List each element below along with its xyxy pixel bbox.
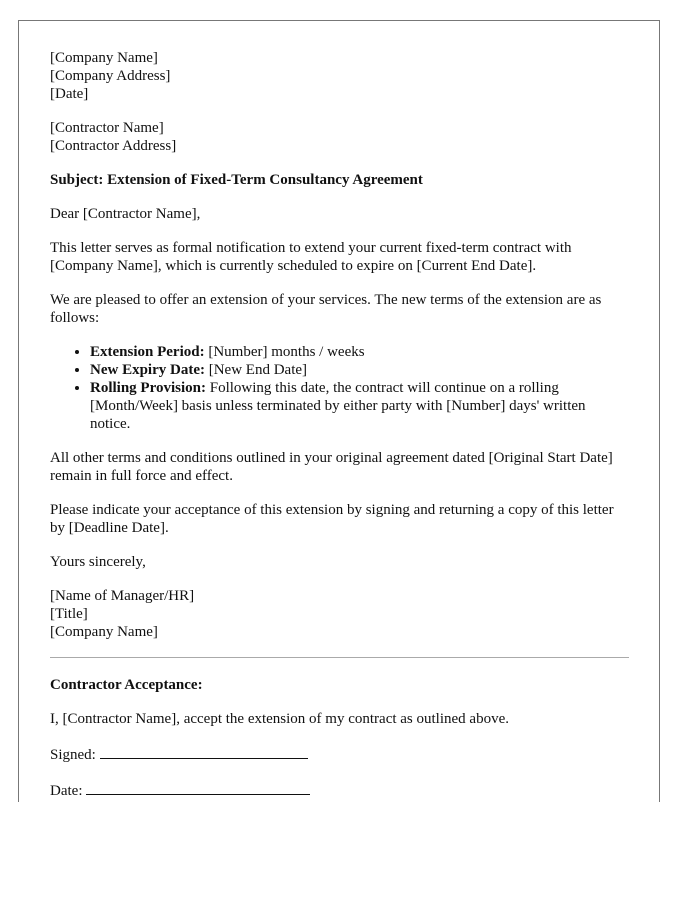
signatory-name: [Name of Manager/HR] — [50, 588, 195, 604]
section-divider — [50, 657, 629, 658]
acceptance-request-paragraph: Please indicate your acceptance of this extension by signing and returning a copy of this letter by [Deadline Date]. — [50, 502, 614, 536]
recipient-address: [Contractor Address] — [50, 138, 177, 154]
acceptance-heading: Contractor Acceptance: — [50, 677, 203, 693]
terms-list — [50, 343, 629, 433]
term-text: Following this date, the contract will continue on a rolling [Month/Week] basis unless terminated by either party with [Number] days' written notice. — [90, 380, 586, 432]
letter-page — [18, 20, 660, 802]
date-label: Date: — [50, 783, 83, 799]
date-row — [50, 780, 629, 800]
signatory-company: [Company Name] — [50, 624, 158, 640]
term-text: [New End Date] — [204, 362, 308, 378]
sender-company-name: [Company Name] — [50, 50, 158, 66]
closing: Yours sincerely, — [50, 554, 146, 570]
acceptance-statement: I, [Contractor Name], accept the extension of my contract as outlined above. — [50, 711, 509, 727]
sender-company-address: [Company Address] — [50, 68, 171, 84]
letter-date: [Date] — [50, 86, 89, 102]
intro-paragraph: This letter serves as formal notification to extend your current fixed-term contract with [Company Name], which is currently scheduled to expire on [Current End Date]. — [50, 240, 572, 274]
recipient-block — [50, 119, 629, 155]
term-text: [Number] months / weeks — [204, 344, 365, 360]
salutation: Dear [Contractor Name], — [50, 206, 201, 222]
other-terms-paragraph: All other terms and conditions outlined in your original agreement dated [Original Start Date] remain in full force and effect. — [50, 450, 613, 484]
date-line[interactable] — [86, 780, 310, 795]
offer-paragraph: We are pleased to offer an extension of your services. The new terms of the extension are as follows: — [50, 292, 602, 326]
term-label: Extension Period: — [90, 344, 205, 360]
signature-line[interactable] — [100, 744, 308, 759]
recipient-name: [Contractor Name] — [50, 120, 164, 136]
term-label: New Expiry Date: — [90, 362, 205, 378]
signed-label: Signed: — [50, 747, 96, 763]
term-label: Rolling Provision: — [90, 380, 206, 396]
term-rolling-provision — [90, 379, 629, 433]
signed-row — [50, 744, 629, 764]
signatory-block — [50, 587, 629, 641]
term-extension-period — [90, 343, 629, 361]
term-new-expiry-date — [90, 361, 629, 379]
subject-line: Subject: Extension of Fixed-Term Consultancy Agreement — [50, 172, 423, 188]
sender-block — [50, 49, 629, 103]
signatory-title: [Title] — [50, 606, 88, 622]
